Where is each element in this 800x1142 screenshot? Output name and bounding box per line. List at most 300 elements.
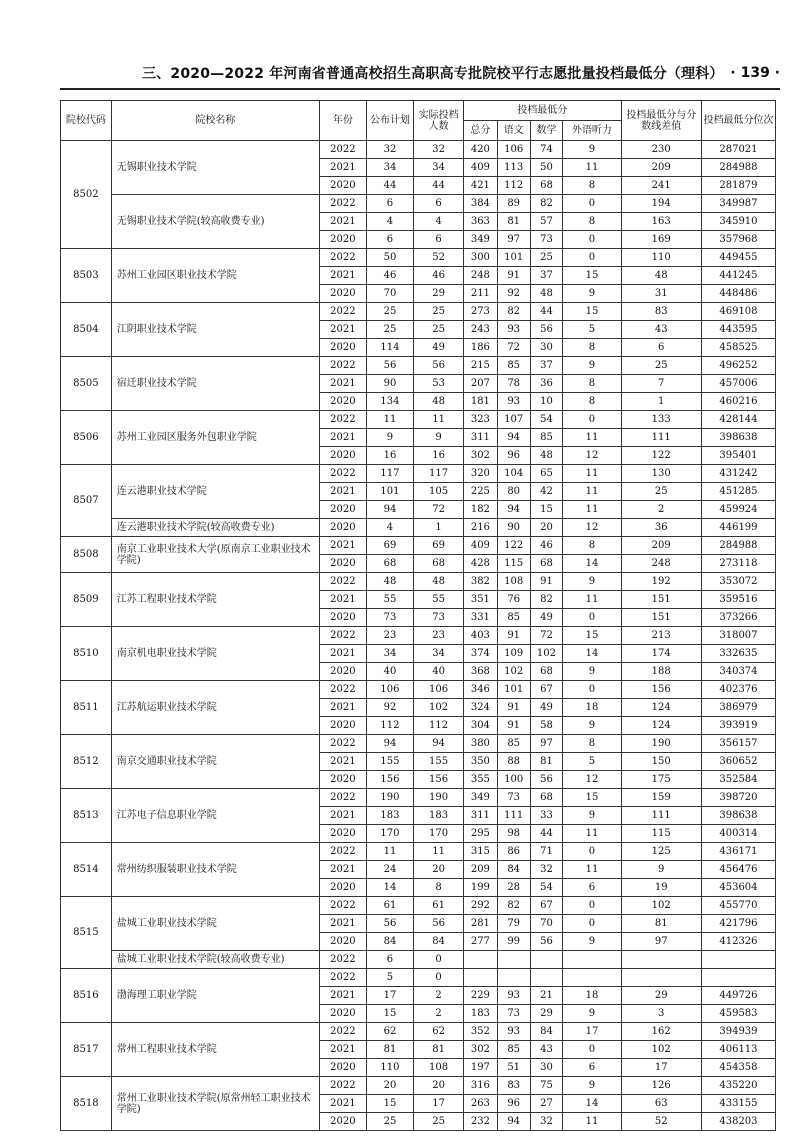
total-cell: 302 [463,1041,497,1059]
math-cell: 102 [530,645,563,663]
total-cell: 183 [463,1005,497,1023]
year-cell: 2020 [320,285,367,303]
chinese-cell: 76 [497,591,530,609]
table-row [61,789,776,807]
diff-cell: 156 [621,681,701,699]
plan-cell: 110 [366,1059,414,1077]
actual-cell: 117 [414,465,464,483]
actual-cell: 16 [414,447,464,465]
chinese-cell: 84 [497,861,530,879]
english-cell: 14 [563,645,621,663]
english-cell: 8 [563,393,621,411]
rank-cell: 457006 [701,375,775,393]
english-cell: 15 [563,267,621,285]
total-cell: 248 [463,267,497,285]
total-cell: 331 [463,609,497,627]
english-cell: 15 [563,789,621,807]
rank-cell: 373266 [701,609,775,627]
math-cell: 30 [530,1059,563,1077]
actual-cell: 11 [414,843,464,861]
year-cell: 2021 [320,483,367,501]
diff-cell: 1 [621,393,701,411]
english-cell: 0 [563,843,621,861]
english-cell: 9 [563,663,621,681]
math-cell: 15 [530,501,563,519]
english-cell: 15 [563,627,621,645]
math-cell: 54 [530,411,563,429]
diff-cell: 230 [621,141,701,159]
plan-cell: 23 [366,627,414,645]
school-name: 盐城工业职业技术学院(较高收费专业) [111,951,319,969]
english-cell: 9 [563,933,621,951]
plan-cell: 25 [366,303,414,321]
diff-cell: 43 [621,321,701,339]
school-name: 江苏航运职业技术学院 [111,681,319,735]
year-cell: 2020 [320,555,367,573]
year-cell: 2020 [320,1113,367,1131]
english-cell: 8 [563,537,621,555]
actual-cell: 44 [414,177,464,195]
table-row [61,681,776,699]
english-cell: 8 [563,735,621,753]
chinese-cell: 100 [497,771,530,789]
plan-cell: 6 [366,195,414,213]
year-cell: 2022 [320,411,367,429]
table-row [61,1077,776,1095]
table-row [61,141,776,159]
school-name: 江苏电子信息职业学院 [111,789,319,843]
year-cell: 2022 [320,303,367,321]
actual-cell: 52 [414,249,464,267]
table-row [61,951,776,969]
total-cell: 382 [463,573,497,591]
plan-cell: 48 [366,573,414,591]
plan-cell: 90 [366,375,414,393]
chinese-cell: 94 [497,501,530,519]
year-cell: 2022 [320,141,367,159]
chinese-cell: 113 [497,159,530,177]
math-cell: 50 [530,159,563,177]
school-code: 8511 [61,681,112,735]
rank-cell: 349987 [701,195,775,213]
diff-cell: 7 [621,375,701,393]
chinese-cell: 109 [497,645,530,663]
page-title: 三、2020—2022 年河南省普通高校招生高职高专批院校平行志愿批量投档最低分（理科） [142,66,724,82]
school-code: 8513 [61,789,112,843]
diff-cell: 115 [621,825,701,843]
total-cell: 292 [463,897,497,915]
year-cell: 2020 [320,609,367,627]
chinese-cell: 73 [497,1005,530,1023]
diff-cell: 81 [621,915,701,933]
actual-cell: 8 [414,879,464,897]
english-cell: 8 [563,213,621,231]
math-cell: 67 [530,681,563,699]
plan-cell: 56 [366,357,414,375]
year-cell: 2021 [320,267,367,285]
diff-cell: 102 [621,897,701,915]
total-cell: 211 [463,285,497,303]
school-code: 8510 [61,627,112,681]
year-cell: 2020 [320,879,367,897]
col-code: 院校代码 [61,101,112,141]
diff-cell: 25 [621,357,701,375]
math-cell: 75 [530,1077,563,1095]
rank-cell: 273118 [701,555,775,573]
total-cell [463,969,497,987]
rank-cell [701,951,775,969]
year-cell: 2022 [320,1077,367,1095]
plan-cell: 6 [366,231,414,249]
plan-cell: 112 [366,717,414,735]
math-cell: 82 [530,591,563,609]
english-cell: 0 [563,1041,621,1059]
school-name: 连云港职业技术学院 [111,465,319,519]
plan-cell: 25 [366,1113,414,1131]
school-name: 无锡职业技术学院(较高收费专业) [111,195,319,249]
rank-cell: 287021 [701,141,775,159]
total-cell: 304 [463,717,497,735]
school-name: 渤海理工职业学院 [111,969,319,1023]
diff-cell: 190 [621,735,701,753]
total-cell: 380 [463,735,497,753]
actual-cell: 108 [414,1059,464,1077]
diff-cell: 209 [621,159,701,177]
actual-cell: 62 [414,1023,464,1041]
actual-cell: 4 [414,213,464,231]
diff-cell: 124 [621,717,701,735]
school-name: 苏州工业园区职业技术学院 [111,249,319,303]
math-cell: 85 [530,429,563,447]
diff-cell: 63 [621,1095,701,1113]
rank-cell: 433155 [701,1095,775,1113]
rank-cell: 345910 [701,213,775,231]
actual-cell: 20 [414,1077,464,1095]
page-header [60,58,780,90]
rank-cell: 443595 [701,321,775,339]
english-cell [563,969,621,987]
rank-cell: 421796 [701,915,775,933]
actual-cell: 84 [414,933,464,951]
year-cell: 2021 [320,375,367,393]
rank-cell: 318007 [701,627,775,645]
math-cell: 81 [530,753,563,771]
school-name: 盐城工业职业技术学院 [111,897,319,951]
school-code: 8516 [61,969,112,1023]
total-cell: 350 [463,753,497,771]
math-cell: 29 [530,1005,563,1023]
diff-cell: 17 [621,1059,701,1077]
actual-cell: 20 [414,861,464,879]
math-cell: 37 [530,357,563,375]
plan-cell: 6 [366,951,414,969]
plan-cell: 4 [366,519,414,537]
plan-cell: 46 [366,267,414,285]
english-cell: 8 [563,375,621,393]
plan-cell: 16 [366,447,414,465]
school-name: 南京工业职业技术大学(原南京工业职业技术学院) [111,537,319,573]
plan-cell: 11 [366,843,414,861]
plan-cell: 34 [366,645,414,663]
rank-cell: 469108 [701,303,775,321]
diff-cell: 111 [621,429,701,447]
rank-cell: 449455 [701,249,775,267]
total-cell: 232 [463,1113,497,1131]
math-cell: 84 [530,1023,563,1041]
school-code: 8514 [61,843,112,897]
diff-cell: 122 [621,447,701,465]
chinese-cell: 85 [497,1041,530,1059]
school-code: 8507 [61,465,112,537]
actual-cell: 1 [414,519,464,537]
actual-cell: 34 [414,645,464,663]
rank-cell: 496252 [701,357,775,375]
rank-cell: 460216 [701,393,775,411]
rank-cell: 431242 [701,465,775,483]
year-cell: 2020 [320,771,367,789]
math-cell [530,969,563,987]
total-cell: 311 [463,807,497,825]
rank-cell: 451285 [701,483,775,501]
english-cell: 9 [563,573,621,591]
school-name: 常州工程职业技术学院 [111,1023,319,1077]
actual-cell: 94 [414,735,464,753]
table-row [61,303,776,321]
actual-cell: 6 [414,195,464,213]
diff-cell: 133 [621,411,701,429]
total-cell: 349 [463,789,497,807]
english-cell: 12 [563,519,621,537]
math-cell: 32 [530,1113,563,1131]
chinese-cell: 91 [497,267,530,285]
plan-cell: 32 [366,141,414,159]
actual-cell: 17 [414,1095,464,1113]
school-code: 8518 [61,1077,112,1131]
actual-cell: 73 [414,609,464,627]
table-row [61,195,776,213]
english-cell: 0 [563,249,621,267]
total-cell: 403 [463,627,497,645]
table-row [61,843,776,861]
school-name: 常州纺织服装职业技术学院 [111,843,319,897]
actual-cell: 183 [414,807,464,825]
plan-cell: 170 [366,825,414,843]
total-cell: 315 [463,843,497,861]
diff-cell [621,969,701,987]
plan-cell: 15 [366,1005,414,1023]
diff-cell: 192 [621,573,701,591]
chinese-cell: 108 [497,573,530,591]
math-cell: 25 [530,249,563,267]
school-name: 南京交通职业技术学院 [111,735,319,789]
math-cell: 73 [530,231,563,249]
year-cell: 2022 [320,195,367,213]
chinese-cell: 89 [497,195,530,213]
diff-cell: 151 [621,609,701,627]
math-cell: 30 [530,339,563,357]
english-cell: 15 [563,303,621,321]
school-code: 8508 [61,537,112,573]
year-cell: 2021 [320,159,367,177]
diff-cell: 241 [621,177,701,195]
english-cell: 9 [563,807,621,825]
total-cell: 300 [463,249,497,267]
diff-cell: 174 [621,645,701,663]
actual-cell: 25 [414,321,464,339]
table-row [61,537,776,555]
year-cell: 2022 [320,681,367,699]
actual-cell: 55 [414,591,464,609]
total-cell: 207 [463,375,497,393]
english-cell: 0 [563,681,621,699]
table-row [61,897,776,915]
plan-cell: 44 [366,177,414,195]
total-cell: 384 [463,195,497,213]
math-cell: 49 [530,609,563,627]
math-cell: 72 [530,627,563,645]
total-cell: 263 [463,1095,497,1113]
english-cell: 9 [563,1077,621,1095]
english-cell: 0 [563,915,621,933]
plan-cell: 134 [366,393,414,411]
total-cell: 197 [463,1059,497,1077]
rank-cell: 435220 [701,1077,775,1095]
plan-cell: 61 [366,897,414,915]
plan-cell: 106 [366,681,414,699]
total-cell: 281 [463,915,497,933]
english-cell: 11 [563,501,621,519]
actual-cell: 0 [414,951,464,969]
table-row [61,573,776,591]
rank-cell: 400314 [701,825,775,843]
year-cell: 2020 [320,933,367,951]
year-cell: 2020 [320,1005,367,1023]
diff-cell: 159 [621,789,701,807]
chinese-cell: 115 [497,555,530,573]
actual-cell: 25 [414,1113,464,1131]
actual-cell: 112 [414,717,464,735]
math-cell: 10 [530,393,563,411]
total-cell: 409 [463,159,497,177]
math-cell: 65 [530,465,563,483]
chinese-cell: 78 [497,375,530,393]
school-name: 连云港职业技术学院(较高收费专业) [111,519,319,537]
actual-cell: 25 [414,303,464,321]
math-cell: 44 [530,303,563,321]
diff-cell: 48 [621,267,701,285]
table-header [61,101,776,141]
plan-cell: 156 [366,771,414,789]
actual-cell: 69 [414,537,464,555]
diff-cell: 31 [621,285,701,303]
page-number: · 139 · [730,65,780,81]
math-cell: 27 [530,1095,563,1113]
col-rank: 投档最低分位次 [701,101,775,141]
rank-cell: 386979 [701,699,775,717]
math-cell: 42 [530,483,563,501]
year-cell: 2021 [320,807,367,825]
rank-cell [701,969,775,987]
year-cell: 2021 [320,987,367,1005]
table-row [61,627,776,645]
actual-cell: 68 [414,555,464,573]
math-cell: 48 [530,447,563,465]
total-cell: 215 [463,357,497,375]
english-cell: 6 [563,1059,621,1077]
year-cell: 2021 [320,753,367,771]
year-cell: 2022 [320,573,367,591]
school-name: 江苏工程职业技术学院 [111,573,319,627]
chinese-cell: 93 [497,321,530,339]
math-cell: 57 [530,213,563,231]
year-cell: 2021 [320,645,367,663]
school-code: 8512 [61,735,112,789]
diff-cell: 151 [621,591,701,609]
chinese-cell: 111 [497,807,530,825]
diff-cell: 83 [621,303,701,321]
col-math: 数学 [530,121,563,141]
year-cell: 2021 [320,429,367,447]
english-cell: 11 [563,861,621,879]
plan-cell: 69 [366,537,414,555]
chinese-cell: 85 [497,735,530,753]
plan-cell: 40 [366,663,414,681]
total-cell: 368 [463,663,497,681]
school-code: 8505 [61,357,112,411]
total-cell: 374 [463,645,497,663]
plan-cell: 70 [366,285,414,303]
chinese-cell: 96 [497,447,530,465]
english-cell: 11 [563,483,621,501]
plan-cell: 14 [366,879,414,897]
math-cell: 48 [530,285,563,303]
total-cell: 320 [463,465,497,483]
diff-cell: 130 [621,465,701,483]
english-cell: 17 [563,1023,621,1041]
total-cell: 229 [463,987,497,1005]
plan-cell: 15 [366,1095,414,1113]
total-cell: 323 [463,411,497,429]
table-row [61,465,776,483]
diff-cell: 102 [621,1041,701,1059]
plan-cell: 155 [366,753,414,771]
math-cell: 36 [530,375,563,393]
year-cell: 2020 [320,177,367,195]
year-cell: 2020 [320,825,367,843]
english-cell: 18 [563,987,621,1005]
math-cell: 21 [530,987,563,1005]
school-name: 无锡职业技术学院 [111,141,319,195]
rank-cell: 393919 [701,717,775,735]
actual-cell: 48 [414,393,464,411]
rank-cell: 454358 [701,1059,775,1077]
rank-cell: 412326 [701,933,775,951]
school-name: 宿迁职业技术学院 [111,357,319,411]
plan-cell: 17 [366,987,414,1005]
math-cell: 58 [530,717,563,735]
chinese-cell: 101 [497,681,530,699]
math-cell: 44 [530,825,563,843]
math-cell: 82 [530,195,563,213]
year-cell: 2021 [320,321,367,339]
english-cell: 14 [563,1095,621,1113]
chinese-cell [497,951,530,969]
english-cell: 5 [563,753,621,771]
math-cell: 74 [530,141,563,159]
rank-cell: 332635 [701,645,775,663]
actual-cell: 23 [414,627,464,645]
actual-cell: 155 [414,753,464,771]
